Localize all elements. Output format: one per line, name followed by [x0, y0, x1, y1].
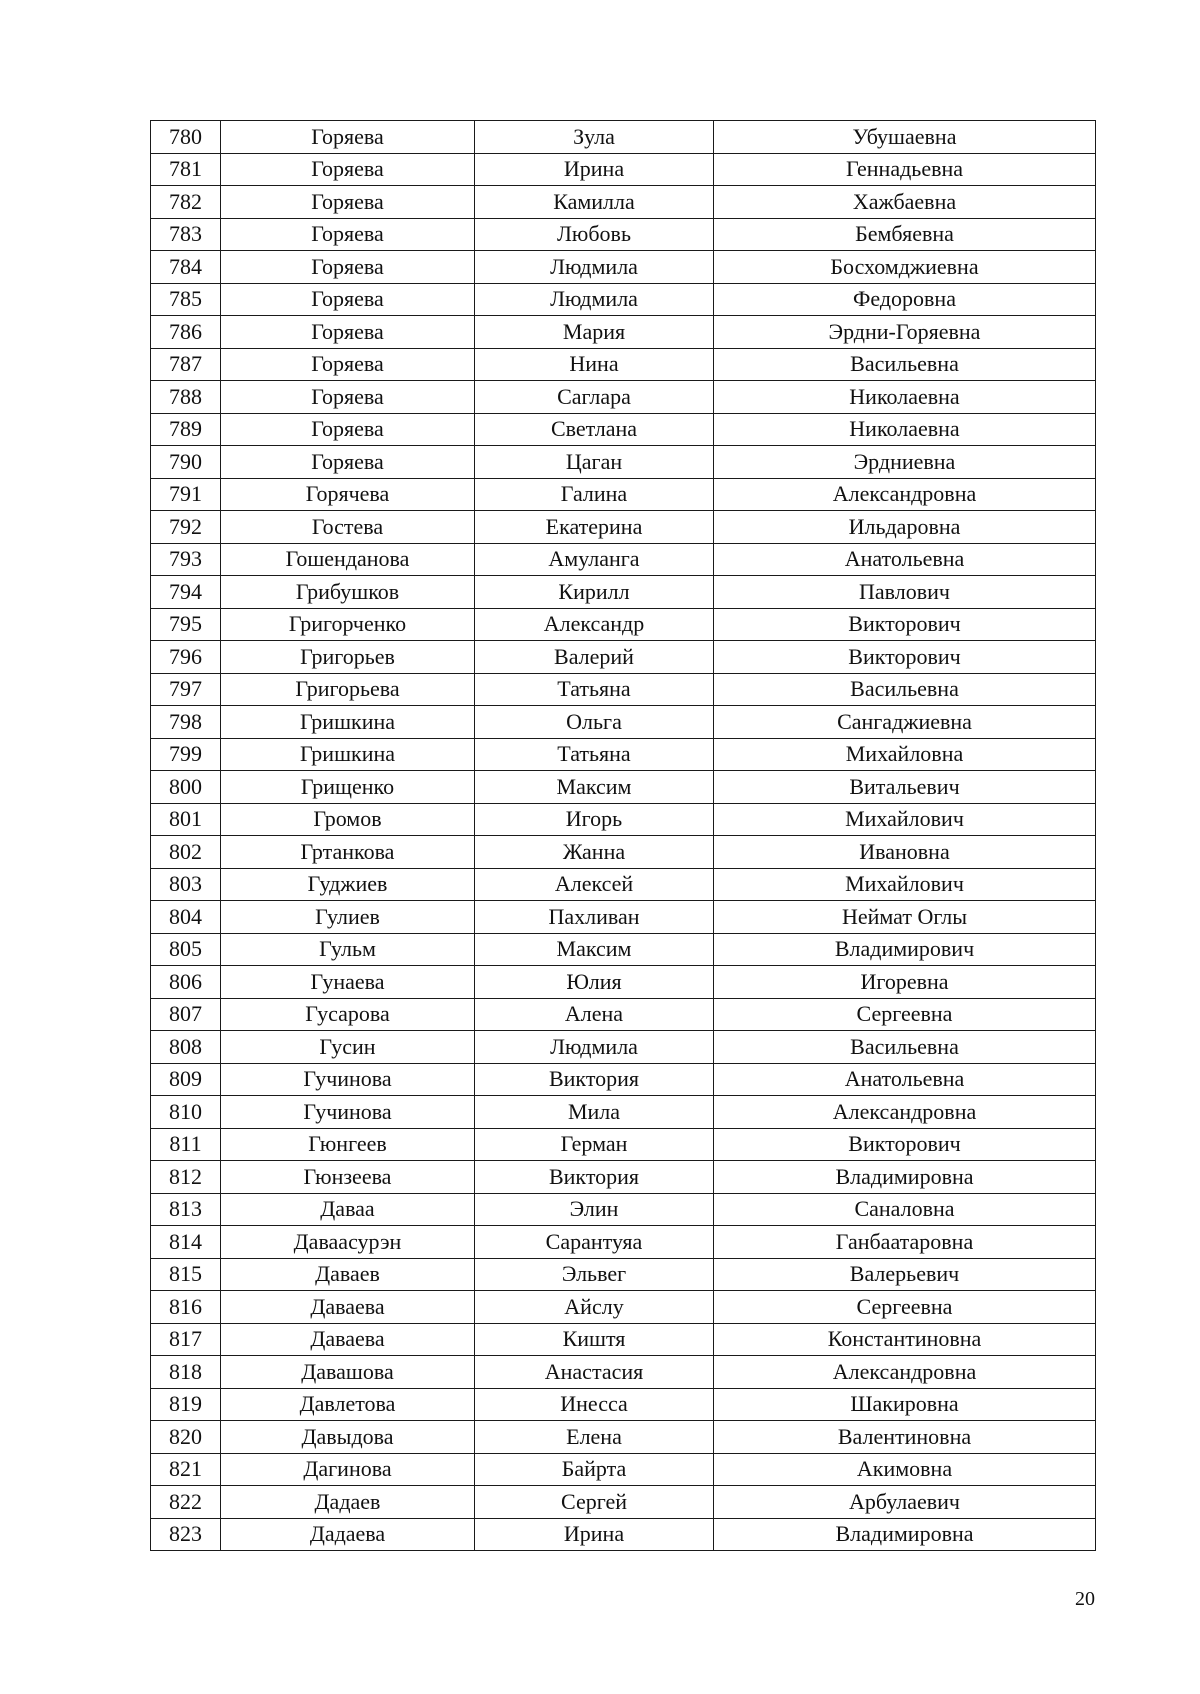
- last-name-cell: Гришкина: [221, 706, 475, 739]
- table-row: [151, 478, 1096, 511]
- first-name-cell: Татьяна: [475, 738, 714, 771]
- first-name-cell: Виктория: [475, 1161, 714, 1194]
- table-row: [151, 836, 1096, 869]
- row-number-cell: 783: [151, 218, 221, 251]
- row-number-cell: 797: [151, 673, 221, 706]
- patronymic-cell: Владимировна: [714, 1161, 1096, 1194]
- table-row: [151, 1518, 1096, 1551]
- patronymic-cell: Акимовна: [714, 1453, 1096, 1486]
- row-number-cell: 808: [151, 1031, 221, 1064]
- table-row: [151, 511, 1096, 544]
- row-number-cell: 798: [151, 706, 221, 739]
- row-number-cell: 802: [151, 836, 221, 869]
- table-row: [151, 1031, 1096, 1064]
- last-name-cell: Дадаева: [221, 1518, 475, 1551]
- last-name-cell: Гусарова: [221, 998, 475, 1031]
- patronymic-cell: Валентиновна: [714, 1421, 1096, 1454]
- page-number: 20: [1075, 1588, 1095, 1610]
- first-name-cell: Елена: [475, 1421, 714, 1454]
- patronymic-cell: Михайлович: [714, 803, 1096, 836]
- last-name-cell: Гунаева: [221, 966, 475, 999]
- patronymic-cell: Босхомджиевна: [714, 251, 1096, 284]
- table-row: [151, 771, 1096, 804]
- first-name-cell: Амуланга: [475, 543, 714, 576]
- table-row: [151, 543, 1096, 576]
- first-name-cell: Татьяна: [475, 673, 714, 706]
- row-number-cell: 822: [151, 1486, 221, 1519]
- patronymic-cell: Бембяевна: [714, 218, 1096, 251]
- patronymic-cell: Убушаевна: [714, 121, 1096, 154]
- patronymic-cell: Михайловна: [714, 738, 1096, 771]
- row-number-cell: 788: [151, 381, 221, 414]
- first-name-cell: Людмила: [475, 1031, 714, 1064]
- table-row: [151, 673, 1096, 706]
- row-number-cell: 820: [151, 1421, 221, 1454]
- patronymic-cell: Александровна: [714, 1096, 1096, 1129]
- patronymic-cell: Ганбаатаровна: [714, 1226, 1096, 1259]
- last-name-cell: Даваасурэн: [221, 1226, 475, 1259]
- first-name-cell: Сергей: [475, 1486, 714, 1519]
- last-name-cell: Гулиев: [221, 901, 475, 934]
- first-name-cell: Сарантуяа: [475, 1226, 714, 1259]
- table-row: [151, 706, 1096, 739]
- row-number-cell: 796: [151, 641, 221, 674]
- last-name-cell: Горяева: [221, 413, 475, 446]
- row-number-cell: 811: [151, 1128, 221, 1161]
- last-name-cell: Гусин: [221, 1031, 475, 1064]
- first-name-cell: Пахливан: [475, 901, 714, 934]
- last-name-cell: Горяева: [221, 316, 475, 349]
- last-name-cell: Гуджиев: [221, 868, 475, 901]
- row-number-cell: 818: [151, 1356, 221, 1389]
- table-row: [151, 1356, 1096, 1389]
- last-name-cell: Горяева: [221, 186, 475, 219]
- row-number-cell: 816: [151, 1291, 221, 1324]
- last-name-cell: Давыдова: [221, 1421, 475, 1454]
- table-body: [151, 121, 1096, 1551]
- patronymic-cell: Анатольевна: [714, 543, 1096, 576]
- table-row: [151, 738, 1096, 771]
- first-name-cell: Людмила: [475, 251, 714, 284]
- last-name-cell: Григорченко: [221, 608, 475, 641]
- table-row: [151, 1128, 1096, 1161]
- last-name-cell: Даваа: [221, 1193, 475, 1226]
- first-name-cell: Валерий: [475, 641, 714, 674]
- patronymic-cell: Васильевна: [714, 1031, 1096, 1064]
- first-name-cell: Мария: [475, 316, 714, 349]
- last-name-cell: Гюнгеев: [221, 1128, 475, 1161]
- last-name-cell: Горяева: [221, 251, 475, 284]
- first-name-cell: Ольга: [475, 706, 714, 739]
- row-number-cell: 781: [151, 153, 221, 186]
- row-number-cell: 812: [151, 1161, 221, 1194]
- table-row: [151, 1096, 1096, 1129]
- first-name-cell: Эльвег: [475, 1258, 714, 1291]
- first-name-cell: Камилла: [475, 186, 714, 219]
- first-name-cell: Зула: [475, 121, 714, 154]
- row-number-cell: 806: [151, 966, 221, 999]
- first-name-cell: Цаган: [475, 446, 714, 479]
- first-name-cell: Светлана: [475, 413, 714, 446]
- first-name-cell: Людмила: [475, 283, 714, 316]
- row-number-cell: 819: [151, 1388, 221, 1421]
- patronymic-cell: Ивановна: [714, 836, 1096, 869]
- row-number-cell: 786: [151, 316, 221, 349]
- patronymic-cell: Николаевна: [714, 381, 1096, 414]
- last-name-cell: Горяева: [221, 218, 475, 251]
- table-row: [151, 1388, 1096, 1421]
- patronymic-cell: Николаевна: [714, 413, 1096, 446]
- table-row: [151, 1486, 1096, 1519]
- last-name-cell: Гюнзеева: [221, 1161, 475, 1194]
- patronymic-cell: Валерьевич: [714, 1258, 1096, 1291]
- table-row: [151, 901, 1096, 934]
- last-name-cell: Горяева: [221, 381, 475, 414]
- patronymic-cell: Неймат Оглы: [714, 901, 1096, 934]
- row-number-cell: 791: [151, 478, 221, 511]
- table-row: [151, 998, 1096, 1031]
- last-name-cell: Давлетова: [221, 1388, 475, 1421]
- row-number-cell: 805: [151, 933, 221, 966]
- first-name-cell: Игорь: [475, 803, 714, 836]
- first-name-cell: Айслу: [475, 1291, 714, 1324]
- patronymic-cell: Федоровна: [714, 283, 1096, 316]
- table-row: [151, 933, 1096, 966]
- last-name-cell: Гульм: [221, 933, 475, 966]
- row-number-cell: 794: [151, 576, 221, 609]
- patronymic-cell: Сангаджиевна: [714, 706, 1096, 739]
- table-row: [151, 348, 1096, 381]
- last-name-cell: Горяева: [221, 283, 475, 316]
- table-row: [151, 641, 1096, 674]
- patronymic-cell: Васильевна: [714, 348, 1096, 381]
- row-number-cell: 792: [151, 511, 221, 544]
- first-name-cell: Жанна: [475, 836, 714, 869]
- row-number-cell: 817: [151, 1323, 221, 1356]
- row-number-cell: 795: [151, 608, 221, 641]
- first-name-cell: Екатерина: [475, 511, 714, 544]
- last-name-cell: Горяева: [221, 121, 475, 154]
- last-name-cell: Грищенко: [221, 771, 475, 804]
- patronymic-cell: Геннадьевна: [714, 153, 1096, 186]
- row-number-cell: 807: [151, 998, 221, 1031]
- table-row: [151, 1193, 1096, 1226]
- first-name-cell: Мила: [475, 1096, 714, 1129]
- table-row: [151, 316, 1096, 349]
- patronymic-cell: Александровна: [714, 478, 1096, 511]
- last-name-cell: Горяева: [221, 348, 475, 381]
- patronymic-cell: Арбулаевич: [714, 1486, 1096, 1519]
- patronymic-cell: Эрдниевна: [714, 446, 1096, 479]
- names-table: [150, 120, 1096, 1551]
- last-name-cell: Дадаев: [221, 1486, 475, 1519]
- first-name-cell: Киштя: [475, 1323, 714, 1356]
- first-name-cell: Байрта: [475, 1453, 714, 1486]
- table-row: [151, 1161, 1096, 1194]
- row-number-cell: 782: [151, 186, 221, 219]
- row-number-cell: 814: [151, 1226, 221, 1259]
- first-name-cell: Саглара: [475, 381, 714, 414]
- first-name-cell: Ирина: [475, 153, 714, 186]
- last-name-cell: Гучинова: [221, 1096, 475, 1129]
- first-name-cell: Инесса: [475, 1388, 714, 1421]
- last-name-cell: Гришкина: [221, 738, 475, 771]
- last-name-cell: Гостева: [221, 511, 475, 544]
- first-name-cell: Кирилл: [475, 576, 714, 609]
- row-number-cell: 800: [151, 771, 221, 804]
- patronymic-cell: Александровна: [714, 1356, 1096, 1389]
- row-number-cell: 790: [151, 446, 221, 479]
- first-name-cell: Максим: [475, 933, 714, 966]
- table-row: [151, 413, 1096, 446]
- row-number-cell: 823: [151, 1518, 221, 1551]
- table-row: [151, 283, 1096, 316]
- row-number-cell: 803: [151, 868, 221, 901]
- patronymic-cell: Хажбаевна: [714, 186, 1096, 219]
- last-name-cell: Гучинова: [221, 1063, 475, 1096]
- table-row: [151, 868, 1096, 901]
- table-row: [151, 1453, 1096, 1486]
- table-row: [151, 1063, 1096, 1096]
- table-row: [151, 1258, 1096, 1291]
- first-name-cell: Юлия: [475, 966, 714, 999]
- table-row: [151, 1226, 1096, 1259]
- last-name-cell: Горяева: [221, 446, 475, 479]
- patronymic-cell: Сергеевна: [714, 1291, 1096, 1324]
- row-number-cell: 810: [151, 1096, 221, 1129]
- row-number-cell: 813: [151, 1193, 221, 1226]
- patronymic-cell: Владимирович: [714, 933, 1096, 966]
- table-row: [151, 218, 1096, 251]
- row-number-cell: 801: [151, 803, 221, 836]
- row-number-cell: 785: [151, 283, 221, 316]
- first-name-cell: Герман: [475, 1128, 714, 1161]
- last-name-cell: Даваева: [221, 1323, 475, 1356]
- table-row: [151, 186, 1096, 219]
- row-number-cell: 815: [151, 1258, 221, 1291]
- first-name-cell: Любовь: [475, 218, 714, 251]
- row-number-cell: 784: [151, 251, 221, 284]
- last-name-cell: Даваев: [221, 1258, 475, 1291]
- last-name-cell: Грибушков: [221, 576, 475, 609]
- patronymic-cell: Викторович: [714, 641, 1096, 674]
- row-number-cell: 799: [151, 738, 221, 771]
- patronymic-cell: Викторович: [714, 608, 1096, 641]
- patronymic-cell: Михайлович: [714, 868, 1096, 901]
- row-number-cell: 821: [151, 1453, 221, 1486]
- row-number-cell: 787: [151, 348, 221, 381]
- patronymic-cell: Витальевич: [714, 771, 1096, 804]
- table-row: [151, 446, 1096, 479]
- patronymic-cell: Константиновна: [714, 1323, 1096, 1356]
- row-number-cell: 789: [151, 413, 221, 446]
- patronymic-cell: Эрдни-Горяевна: [714, 316, 1096, 349]
- table-row: [151, 1291, 1096, 1324]
- patronymic-cell: Викторович: [714, 1128, 1096, 1161]
- first-name-cell: Анастасия: [475, 1356, 714, 1389]
- row-number-cell: 780: [151, 121, 221, 154]
- table-row: [151, 576, 1096, 609]
- last-name-cell: Гртанкова: [221, 836, 475, 869]
- patronymic-cell: Шакировна: [714, 1388, 1096, 1421]
- table-row: [151, 121, 1096, 154]
- last-name-cell: Дагинова: [221, 1453, 475, 1486]
- first-name-cell: Максим: [475, 771, 714, 804]
- last-name-cell: Громов: [221, 803, 475, 836]
- row-number-cell: 804: [151, 901, 221, 934]
- table-row: [151, 381, 1096, 414]
- patronymic-cell: Игоревна: [714, 966, 1096, 999]
- row-number-cell: 809: [151, 1063, 221, 1096]
- first-name-cell: Алена: [475, 998, 714, 1031]
- patronymic-cell: Васильевна: [714, 673, 1096, 706]
- patronymic-cell: Ильдаровна: [714, 511, 1096, 544]
- first-name-cell: Элин: [475, 1193, 714, 1226]
- table-row: [151, 1421, 1096, 1454]
- patronymic-cell: Павлович: [714, 576, 1096, 609]
- last-name-cell: Давашова: [221, 1356, 475, 1389]
- last-name-cell: Даваева: [221, 1291, 475, 1324]
- table-row: [151, 251, 1096, 284]
- last-name-cell: Григорьев: [221, 641, 475, 674]
- first-name-cell: Александр: [475, 608, 714, 641]
- last-name-cell: Горячева: [221, 478, 475, 511]
- patronymic-cell: Анатольевна: [714, 1063, 1096, 1096]
- first-name-cell: Ирина: [475, 1518, 714, 1551]
- last-name-cell: Григорьева: [221, 673, 475, 706]
- patronymic-cell: Владимировна: [714, 1518, 1096, 1551]
- table-row: [151, 608, 1096, 641]
- table-row: [151, 966, 1096, 999]
- table-row: [151, 1323, 1096, 1356]
- last-name-cell: Гошенданова: [221, 543, 475, 576]
- row-number-cell: 793: [151, 543, 221, 576]
- first-name-cell: Галина: [475, 478, 714, 511]
- patronymic-cell: Саналовна: [714, 1193, 1096, 1226]
- table-row: [151, 803, 1096, 836]
- table-row: [151, 153, 1096, 186]
- first-name-cell: Нина: [475, 348, 714, 381]
- last-name-cell: Горяева: [221, 153, 475, 186]
- first-name-cell: Виктория: [475, 1063, 714, 1096]
- patronymic-cell: Сергеевна: [714, 998, 1096, 1031]
- first-name-cell: Алексей: [475, 868, 714, 901]
